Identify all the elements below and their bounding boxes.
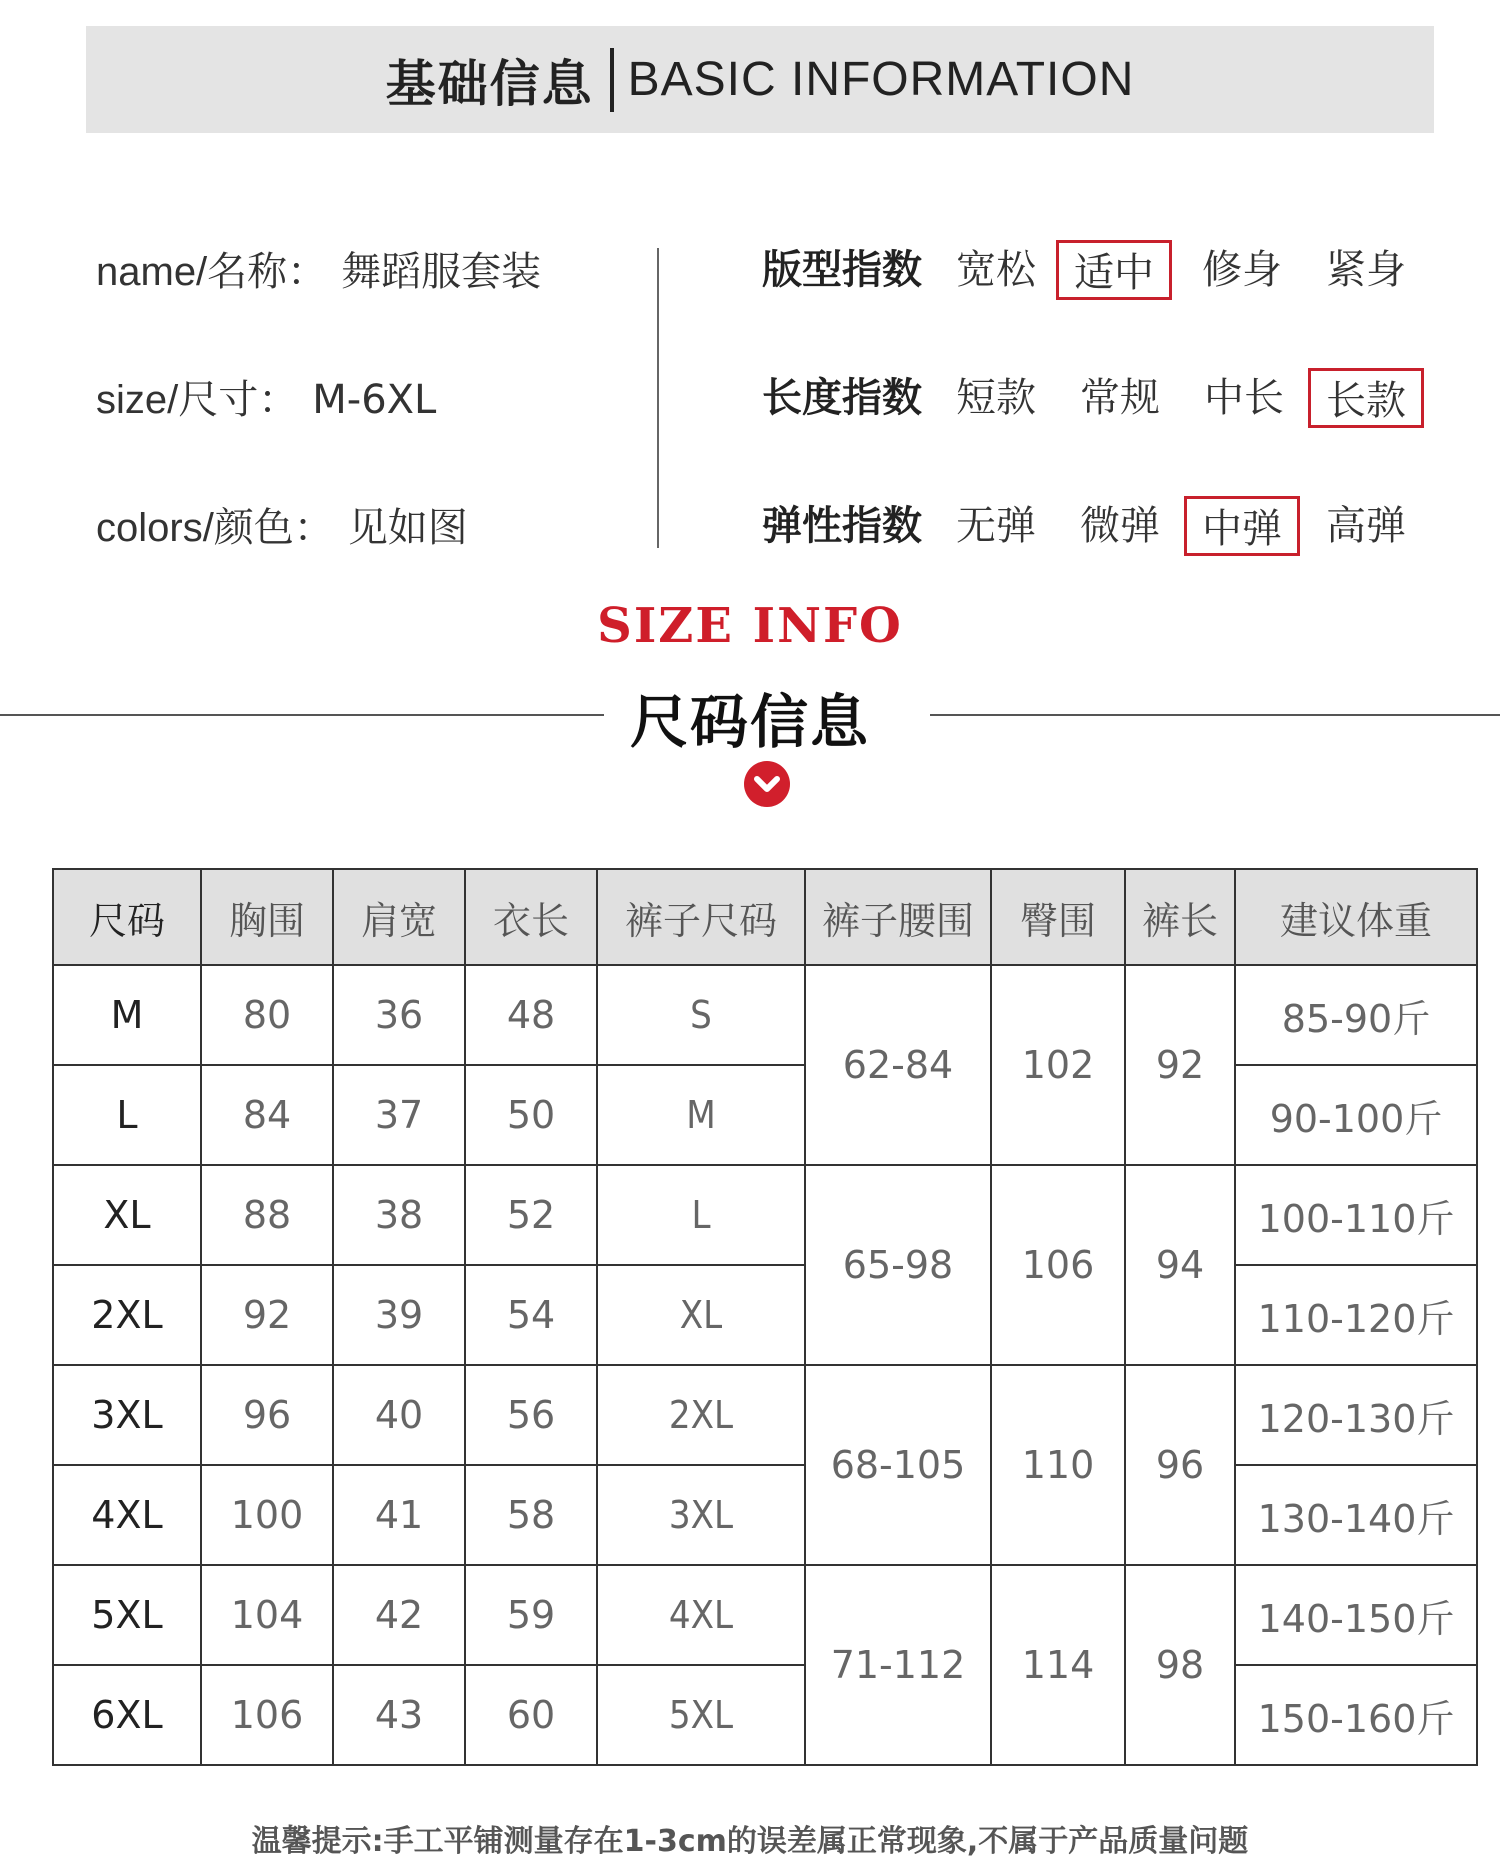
cell-weight: 110-120斤 [1235,1265,1477,1365]
header-pants-size: 裤子尺码 [597,869,805,965]
cell-hip: 114 [991,1565,1125,1765]
chevron-down-icon [744,761,790,807]
cell-length: 60 [465,1665,597,1765]
size-info-title-zh: 尺码信息 [629,688,870,756]
cell-hip: 110 [991,1365,1125,1565]
cell-pants-size: 2XL [597,1365,805,1465]
cell-chest: 84 [201,1065,333,1165]
table-row [53,1665,1477,1765]
cell-size: M [53,965,201,1065]
colors-label: colors/颜色： [96,506,334,550]
name-value: 舞蹈服套装 [341,249,542,295]
cell-shoulder: 43 [333,1665,465,1765]
cell-weight: 90-100斤 [1235,1065,1477,1165]
size-row [96,368,436,425]
cell-size: 2XL [53,1265,201,1365]
cell-size: 3XL [53,1365,201,1465]
cell-pants-size: 3XL [597,1465,805,1565]
cell-length: 48 [465,965,597,1065]
fit-index-title: 版型指数 [762,247,922,293]
cell-pants-length: 92 [1125,965,1235,1165]
header-length: 衣长 [465,869,597,965]
cell-chest: 100 [201,1465,333,1565]
cell-length: 54 [465,1265,597,1365]
cell-shoulder: 41 [333,1465,465,1565]
cell-weight: 100-110斤 [1235,1165,1477,1265]
cell-pants-size: M [597,1065,805,1165]
cell-chest: 88 [201,1165,333,1265]
cell-pants-waist: 62-84 [805,965,991,1165]
table-row [53,1065,1477,1165]
length-option-regular: 常规 [1080,375,1160,421]
colors-row [96,496,468,553]
name-row [96,240,541,297]
header-hip: 臀围 [991,869,1125,965]
info-divider [657,248,659,548]
cell-chest: 106 [201,1665,333,1765]
cell-hip: 102 [991,965,1125,1165]
size-value: M-6XL [312,377,437,423]
cell-weight: 120-130斤 [1235,1365,1477,1465]
header-title-en: BASIC INFORMATION [627,53,1135,106]
cell-weight: 130-140斤 [1235,1465,1477,1565]
cell-shoulder: 42 [333,1565,465,1665]
table-row [53,1265,1477,1365]
cell-length: 56 [465,1365,597,1465]
cell-size: 4XL [53,1465,201,1565]
cell-shoulder: 40 [333,1365,465,1465]
cell-pants-size: XL [597,1265,805,1365]
header-size: 尺码 [53,869,201,965]
size-table [52,868,1478,1766]
cell-weight: 85-90斤 [1235,965,1477,1065]
table-row [53,1465,1477,1565]
length-option-short: 短款 [956,375,1036,421]
cell-pants-size: 4XL [597,1565,805,1665]
table-row [53,1565,1477,1665]
colors-value: 见如图 [347,505,468,551]
cell-weight: 150-160斤 [1235,1665,1477,1765]
table-header-row [53,869,1477,965]
cell-pants-size: L [597,1165,805,1265]
cell-pants-length: 96 [1125,1365,1235,1565]
basic-info-header [86,26,1434,133]
elasticity-option-medium-selected: 中弹 [1184,496,1300,556]
cell-shoulder: 39 [333,1265,465,1365]
size-info-title-en: SIZE INFO [597,598,903,654]
cell-chest: 104 [201,1565,333,1665]
header-pants-length: 裤长 [1125,869,1235,965]
elasticity-option-high: 高弹 [1326,503,1406,549]
fit-option-tight: 紧身 [1326,247,1406,293]
header-chest: 胸围 [201,869,333,965]
cell-shoulder: 38 [333,1165,465,1265]
measurement-note: 温馨提示:手工平铺测量存在1-3cm的误差属正常现象,不属于产品质量问题 [251,1824,1249,1859]
cell-shoulder: 37 [333,1065,465,1165]
length-option-long-selected: 长款 [1308,368,1424,428]
header-title-zh: 基础信息 [385,54,594,113]
header-pants-waist: 裤子腰围 [805,869,991,965]
table-row [53,1365,1477,1465]
cell-size: 5XL [53,1565,201,1665]
table-row [53,965,1477,1065]
name-label: name/名称： [96,250,328,294]
header-shoulder: 肩宽 [333,869,465,965]
cell-pants-waist: 65-98 [805,1165,991,1365]
cell-size: XL [53,1165,201,1265]
cell-pants-size: 5XL [597,1665,805,1765]
length-index-title: 长度指数 [762,375,922,421]
cell-pants-waist: 68-105 [805,1365,991,1565]
cell-pants-length: 98 [1125,1565,1235,1765]
cell-pants-length: 94 [1125,1165,1235,1365]
cell-hip: 106 [991,1165,1125,1365]
fit-option-slim: 修身 [1202,247,1282,293]
cell-length: 52 [465,1165,597,1265]
length-option-medium-long: 中长 [1204,375,1284,421]
cell-pants-size: S [597,965,805,1065]
cell-chest: 96 [201,1365,333,1465]
cell-size: 6XL [53,1665,201,1765]
fit-option-loose: 宽松 [956,247,1036,293]
elasticity-option-none: 无弹 [956,503,1036,549]
cell-shoulder: 36 [333,965,465,1065]
fit-option-regular-selected: 适中 [1056,240,1172,300]
cell-length: 58 [465,1465,597,1565]
cell-weight: 140-150斤 [1235,1565,1477,1665]
elasticity-index-title: 弹性指数 [762,503,922,549]
cell-chest: 92 [201,1265,333,1365]
size-label: size/尺寸： [96,378,299,422]
cell-length: 59 [465,1565,597,1665]
cell-length: 50 [465,1065,597,1165]
cell-size: L [53,1065,201,1165]
header-divider [610,48,614,112]
cell-chest: 80 [201,965,333,1065]
cell-pants-waist: 71-112 [805,1565,991,1765]
header-weight: 建议体重 [1235,869,1477,965]
table-row [53,1165,1477,1265]
elasticity-option-slight: 微弹 [1080,503,1160,549]
